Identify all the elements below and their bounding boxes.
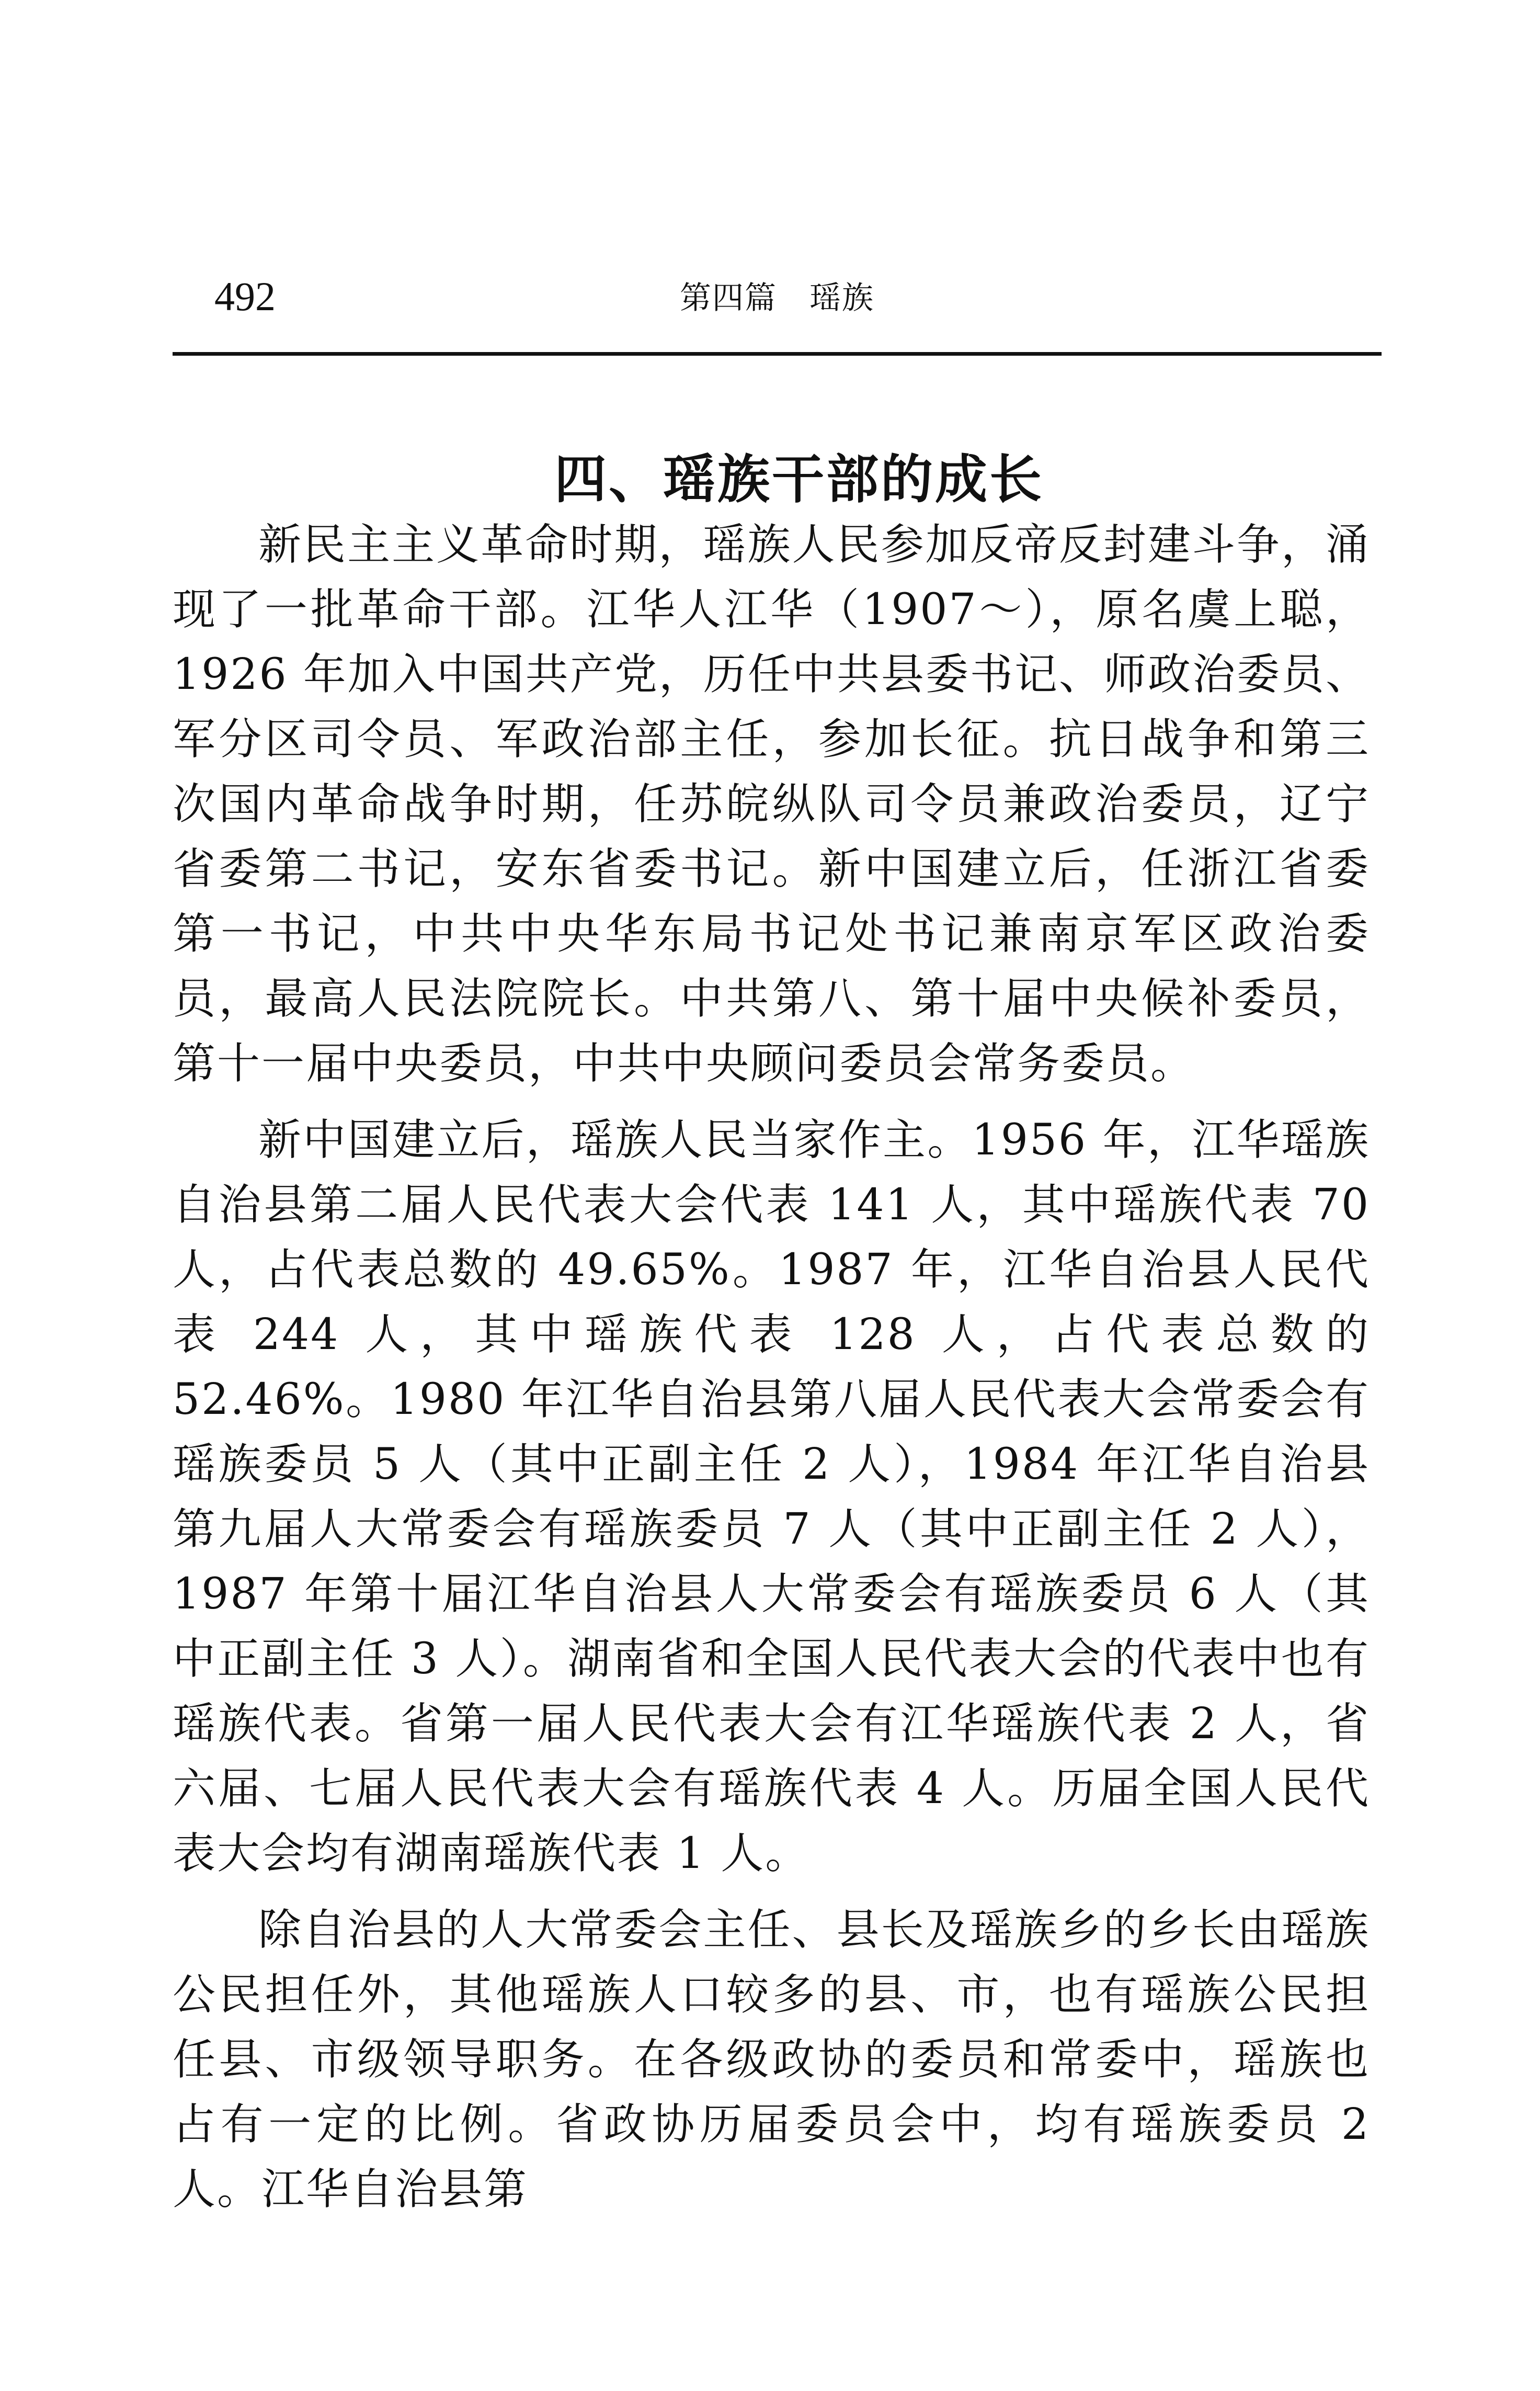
header-rule bbox=[173, 352, 1382, 356]
body-text bbox=[173, 513, 1370, 2234]
paragraph: 新中国建立后，瑶族人民当家作主。1956 年，江华瑶族自治县第二届人民代表大会代表 141 人，其中瑶族代表 70 人，占代表总数的 49.65%。1987 年，江华自治县人民代表 244 人，其中瑶族代表 128 人，占代表总数的 52.46%。1980 年江华自治县第八届人民代表大会常委会有瑶族委员 5 人（其中正副主任 2 人），1984 年江华自治县第九届人大常委会有瑶族委员 7 人（其中正副主任 2 人），1987 年第十届江华自治县人大常委会有瑶族委员 6 人（其中正副主任 3 人）。湖南省和全国人民代表大会的代表中也有瑶族代表。省第一届人民代表大会有江华瑶族代表 2 人，省六届、七届人民代表大会有瑶族代表 4 人。历届全国人民代表大会均有湖南瑶族代表 1 人。 bbox=[173, 1115, 1370, 1878]
running-title: 第四篇 瑶族 bbox=[680, 280, 874, 316]
page-number: 492 bbox=[214, 274, 276, 319]
paragraph: 除自治县的人大常委会主任、县长及瑶族乡的乡长由瑶族公民担任外，其他瑶族人口较多的县、市，也有瑶族公民担任县、市级领导职务。在各级政协的委员和常委中，瑶族也占有一定的比例。省政协历届委员会中，均有瑶族委员 2 人。江华自治县第 bbox=[173, 1905, 1370, 2214]
section-heading: 四、瑶族干部的成长 bbox=[554, 449, 1044, 510]
paragraph: 新民主主义革命时期，瑶族人民参加反帝反封建斗争，涌现了一批革命干部。江华人江华（1907～），原名虞上聪，1926 年加入中国共产党，历任中共县委书记、师政治委员、军分区司令员、军政治部主任，参加长征。抗日战争和第三次国内革命战争时期，任苏皖纵队司令员兼政治委员，辽宁省委第二书记，安东省委书记。新中国建立后，任浙江省委第一书记，中共中央华东局书记处书记兼南京军区政治委员，最高人民法院院长。中共第八、第十届中央候补委员，第十一届中央委员，中共中央顾问委员会常务委员。 bbox=[173, 520, 1370, 1089]
